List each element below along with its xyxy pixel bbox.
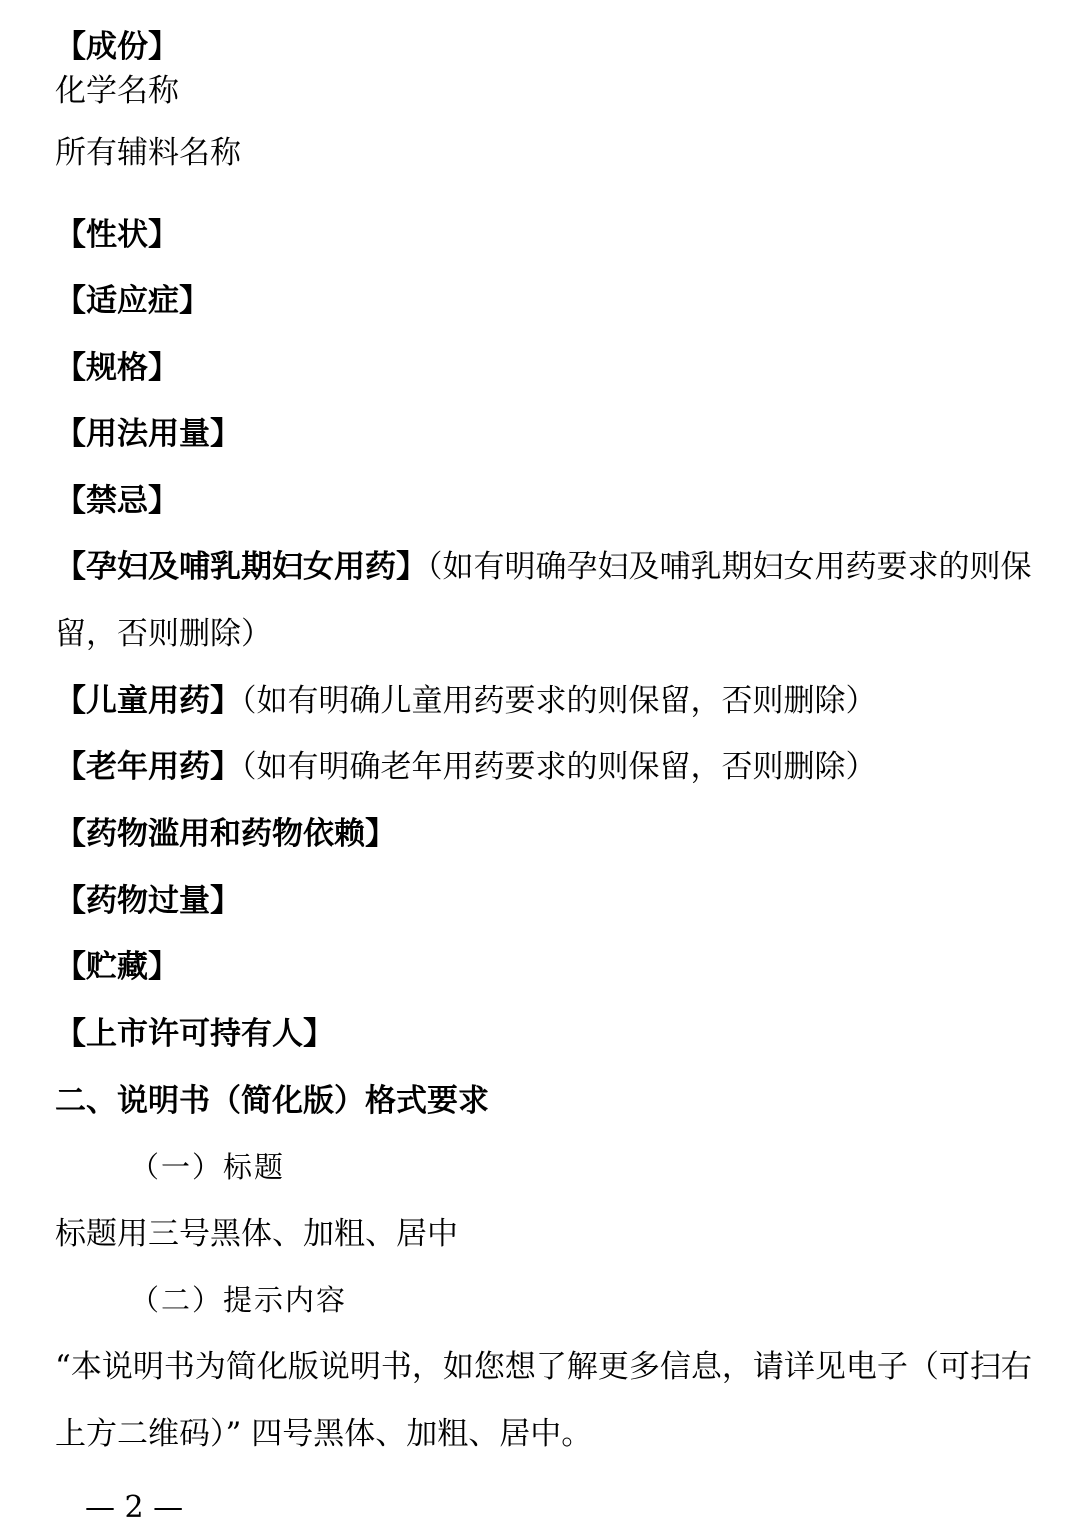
sub2-text-line2: 上方二维码）” 四号黑体、加粗、居中。 <box>55 1416 593 1452</box>
pregnancy-heading: 【孕妇及哺乳期妇女用药】 <box>55 549 427 585</box>
pregnancy-line <box>55 549 1032 585</box>
dosage-heading: 【用法用量】 <box>55 416 241 452</box>
abuse-heading: 【药物滥用和药物依赖】 <box>55 816 396 852</box>
pediatric-heading: 【儿童用药】 <box>55 683 241 719</box>
storage-heading: 【贮藏】 <box>55 949 179 985</box>
ingredients-heading: 【成份】 <box>55 29 179 65</box>
mah-heading: 【上市许可持有人】 <box>55 1016 334 1052</box>
ingredients-chemical-name: 化学名称 <box>55 73 179 109</box>
page-number: — 2 — <box>85 1490 184 1525</box>
specification-heading: 【规格】 <box>55 350 179 386</box>
pediatric-note: （如有明确儿童用药要求的则保留，否则删除） <box>241 683 877 719</box>
indications-heading: 【适应症】 <box>55 283 210 319</box>
sub1-heading: （一）标题 <box>130 1150 286 1184</box>
pediatric-line <box>55 683 877 719</box>
ingredients-excipients: 所有辅料名称 <box>55 135 241 171</box>
contraindications-heading: 【禁忌】 <box>55 483 179 519</box>
part2-heading: 二、说明书（简化版）格式要求 <box>55 1083 489 1119</box>
properties-heading: 【性状】 <box>55 217 179 253</box>
geriatric-heading: 【老年用药】 <box>55 749 241 785</box>
sub2-text-line1: “本说明书为简化版说明书，如您想了解更多信息，请详见电子（可扫右 <box>55 1349 1032 1385</box>
geriatric-note: （如有明确老年用药要求的则保留，否则删除） <box>241 749 877 785</box>
pregnancy-note: （如有明确孕妇及哺乳期妇女用药要求的则保 <box>427 549 1032 585</box>
pregnancy-note-continued: 留，否则删除） <box>55 616 272 652</box>
sub1-text: 标题用三号黑体、加粗、居中 <box>55 1216 458 1252</box>
geriatric-line <box>55 749 877 785</box>
sub2-heading: （二）提示内容 <box>130 1283 348 1317</box>
overdose-heading: 【药物过量】 <box>55 883 241 919</box>
